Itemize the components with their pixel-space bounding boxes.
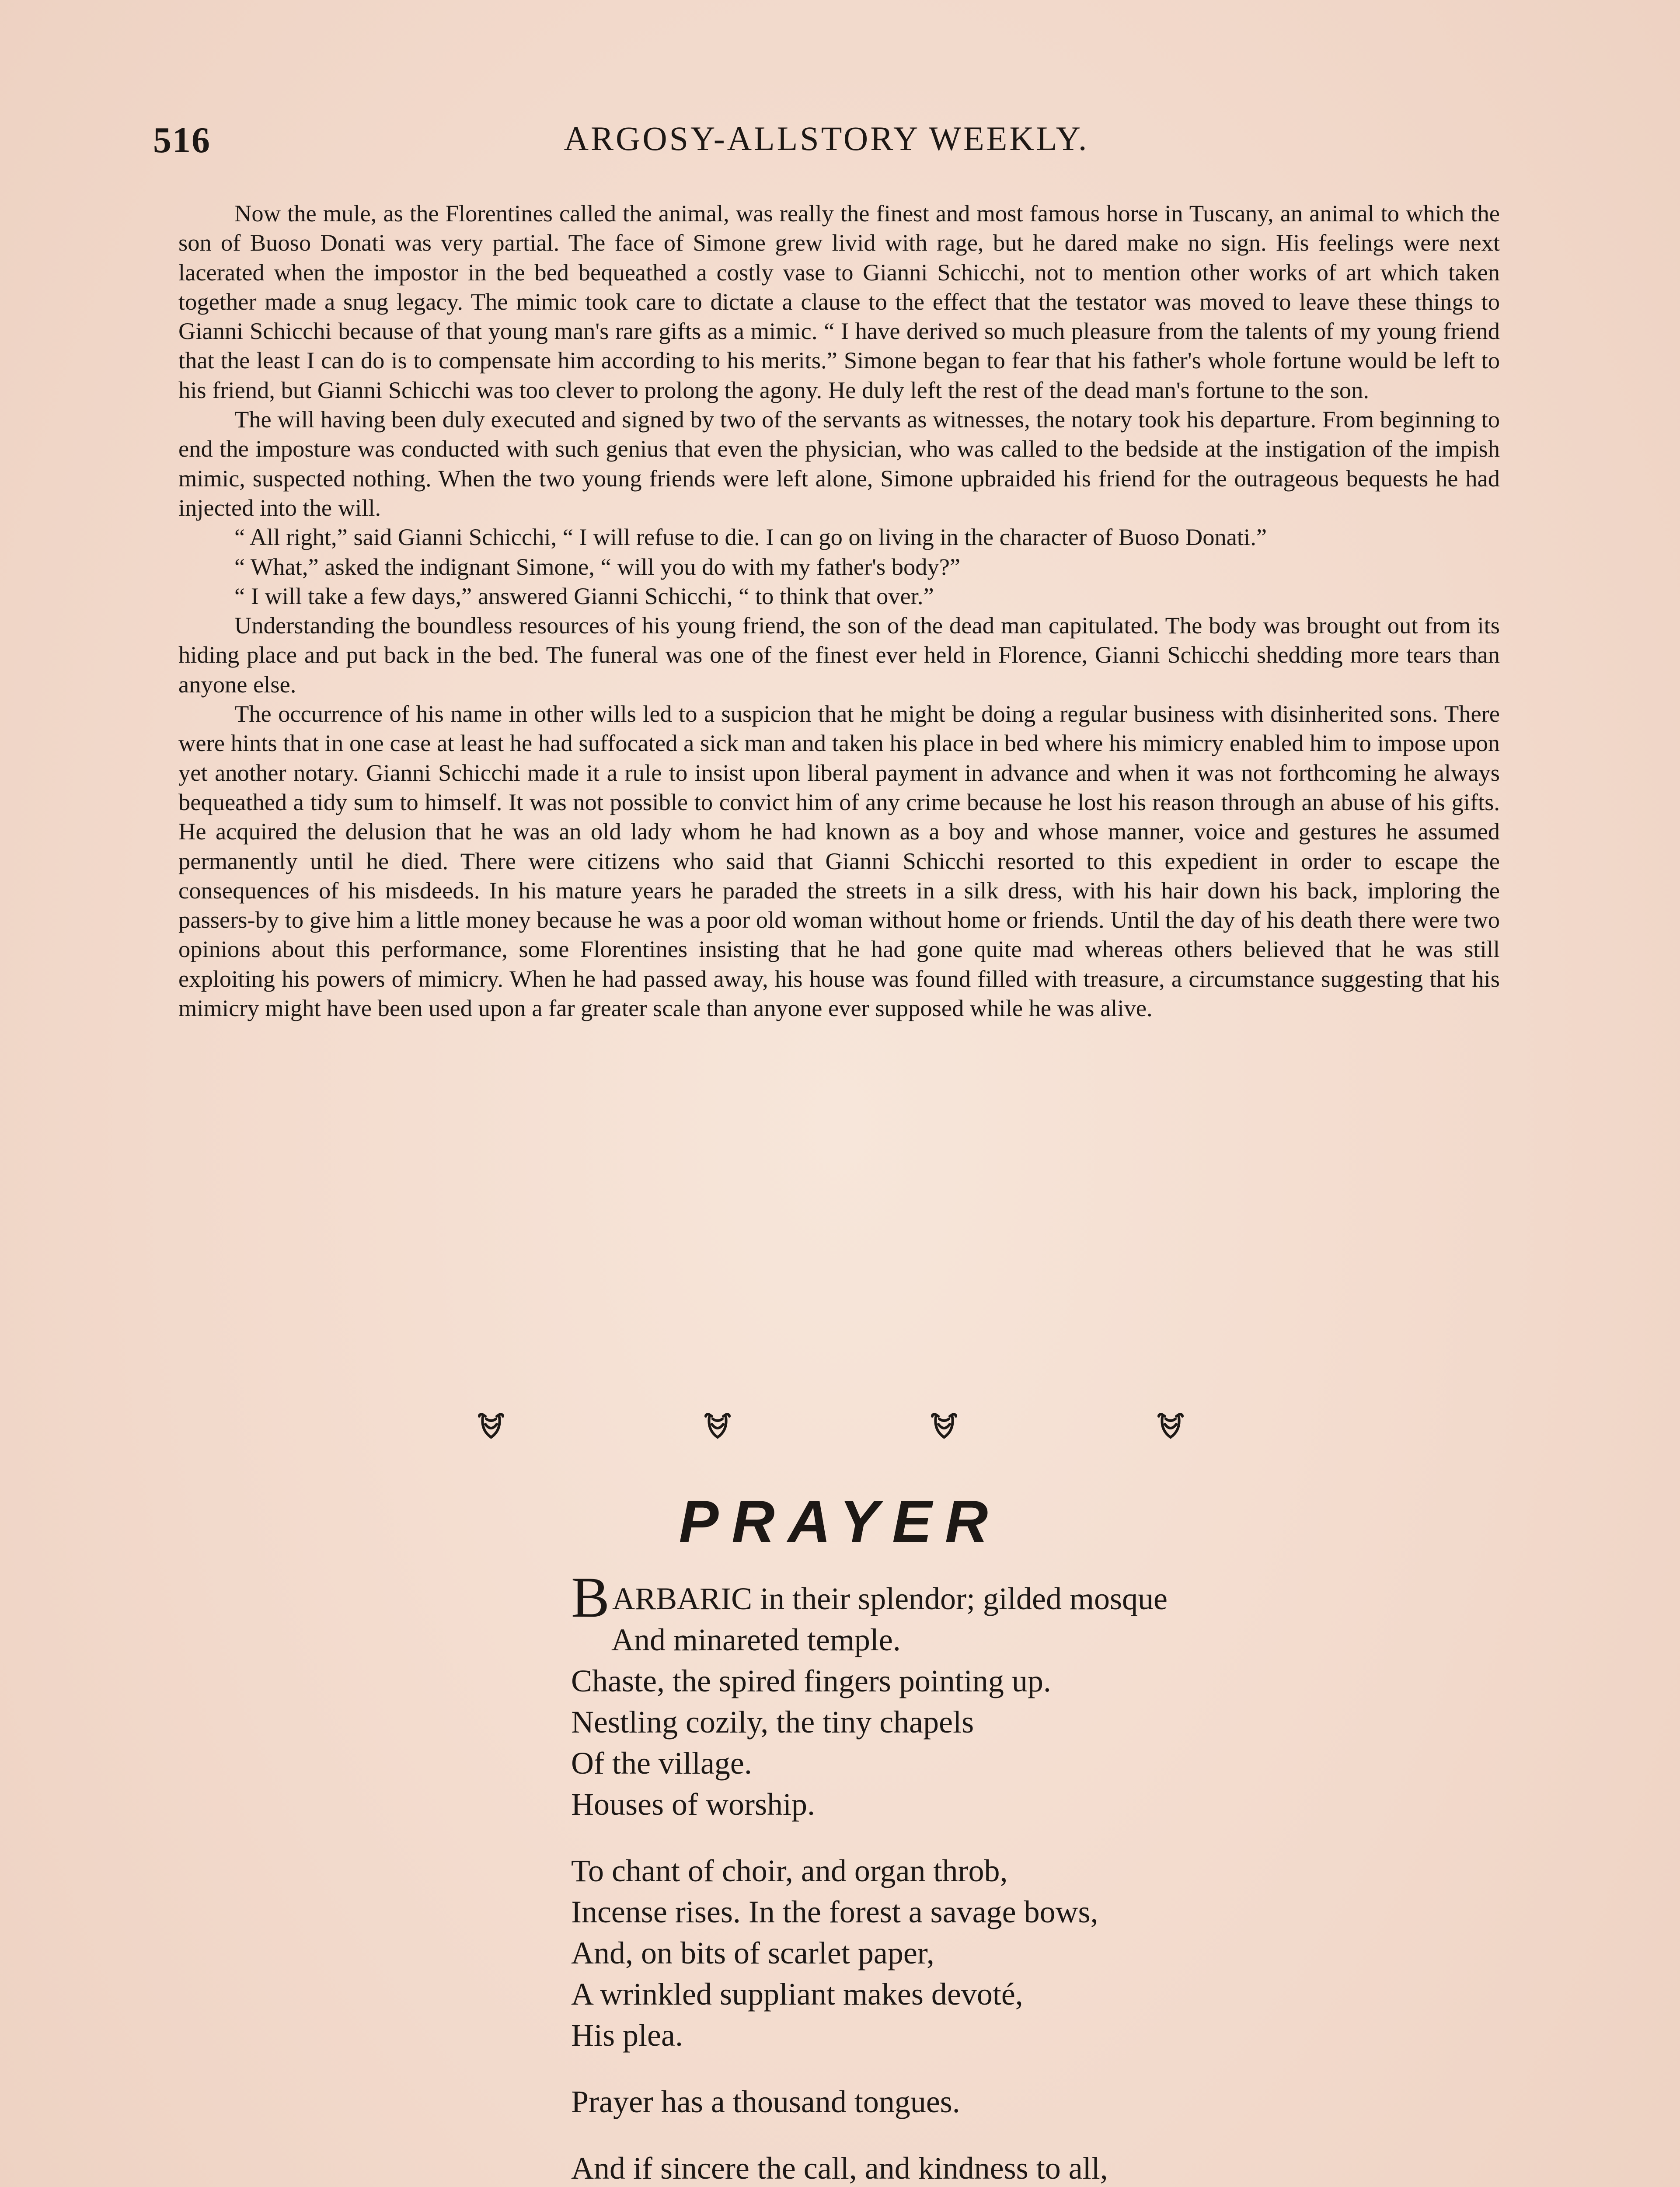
running-head: ARGOSY-ALLSTORY WEEKLY. xyxy=(564,119,1089,157)
poem-line: To chant of choir, and organ throb, xyxy=(571,1853,1008,1888)
story-paragraph: The will having been duly executed and signed by two of the servants as witnesses, the notary took his departure. From beginning to end the imposture was conducted with such genius that even the physician, who was called to the bedside at the instigation of the impish mimic, suspected nothing. When the two young friends were left alone, Simone upbraided his friend for the outrageous bequests he had injected into the will. xyxy=(178,406,1500,521)
story-paragraph: “ What,” asked the indignant Simone, “ will you do with my father's body?” xyxy=(234,553,961,580)
story-paragraph: Now the mule, as the Florentines called the animal, was really the finest and most famous horse in Tuscany, an animal to which the son of Buoso Donati was very partial. The face of Simone grew livid with rage, but he dared make no sign. His feelings were next lacerated when the impostor in the bed bequeathed a costly vase to Gianni Schicchi, not to mention other works of art which taken together made a snug legacy. The mimic took care to dictate a clause to the effect that the testator was moved to leave these things to Gianni Schicchi because of that young man's rare gifts as a mimic. “ I have derived so much pleasure from the talents of my young friend that the least I can do is to compensate him according to his merits.” Simone began to fear that his father's whole fortune would be left to his friend, but Gianni Schicchi was too clever to prolong the agony. He duly left the rest of the dead man's fortune to the son. xyxy=(178,200,1500,403)
poem-stanza xyxy=(571,2081,1489,2122)
poem-stanza xyxy=(571,1565,1489,1825)
story-paragraph: “ I will take a few days,” answered Gianni Schicchi, “ to think that over.” xyxy=(234,582,934,609)
poem-line: And minareted temple. xyxy=(611,1622,901,1657)
poem-line: Chaste, the spired fingers pointing up. xyxy=(571,1663,1051,1698)
poem-line: Of the village. xyxy=(571,1746,752,1781)
poem-line: A wrinkled suppliant makes devoté, xyxy=(571,1977,1023,2012)
story-text xyxy=(178,199,1500,1023)
poem-line: Houses of worship. xyxy=(571,1787,815,1822)
poem-stanza xyxy=(571,1850,1489,2056)
drop-cap: B xyxy=(571,1565,610,1629)
poem-line: And, on bits of scarlet paper, xyxy=(571,1935,934,1970)
story-paragraph: The occurrence of his name in other wills led to a suspicion that he might be doing a regular business with disinherited sons. There were hints that in one case at least he had suffocated a sick man and taken his place in bed where his mimicry enabled him to impose upon yet another notary. Gianni Schicchi made it a rule to insist upon liberal payment in advance and when it was not forthcoming he always bequeathed a tidy sum to himself. It was not possible to convict him of any crime because he lost his reason through an abuse of his gifts. He acquired the delusion that he was an old lady whom he had known as a boy and whose manner, voice and gestures he assumed permanently until he died. There were citizens who said that Gianni Schicchi resorted to this expedient in order to escape the consequences of his misdeeds. In his mature years he paraded the streets in a silk dress, with his hair down his back, imploring the passers-by to give him a little money because he was a poor old woman without home or friends. Until the day of his death there were two opinions about this performance, some Florentines insisting that he had gone quite mad whereas others believed that he was still exploiting his powers of mimicry. When he had passed away, his house was found filled with treasure, a circumstance suggesting that his mimicry might have been used upon a far greater scale than anyone ever supposed while he was alive. xyxy=(178,700,1500,1022)
ornament-icon xyxy=(477,1413,505,1440)
poem-line: ARBARIC in their splendor; gilded mosque xyxy=(612,1581,1168,1616)
ornament-icon xyxy=(703,1413,732,1440)
poem-line: Incense rises. In the forest a savage bows, xyxy=(571,1894,1098,1929)
poem-line: Nestling cozily, the tiny chapels xyxy=(571,1705,974,1740)
story-paragraph: Understanding the boundless resources of his young friend, the son of the dead man capitulated. The body was brought out from its hiding place and put back in the bed. The funeral was one of the finest ever held in Florence, Gianni Schicchi shedding more tears than anyone else. xyxy=(178,612,1500,698)
ornament-icon xyxy=(1156,1413,1185,1440)
poem-line: His plea. xyxy=(571,2018,683,2053)
poem-line: And if sincere the call, and kindness to all, xyxy=(571,2151,1108,2186)
page-number: 516 xyxy=(153,120,211,161)
ornament-icon xyxy=(930,1413,959,1440)
page-header xyxy=(153,119,1500,171)
ornament-row xyxy=(477,1413,1185,1440)
poem xyxy=(571,1565,1489,2187)
poem-stanza xyxy=(571,2148,1489,2187)
story-paragraph: “ All right,” said Gianni Schicchi, “ I will refuse to die. I can go on living in the character of Buoso Donati.” xyxy=(234,524,1267,551)
poem-title: PRAYER xyxy=(679,1488,1001,1555)
poem-line: Prayer has a thousand tongues. xyxy=(571,2084,960,2119)
